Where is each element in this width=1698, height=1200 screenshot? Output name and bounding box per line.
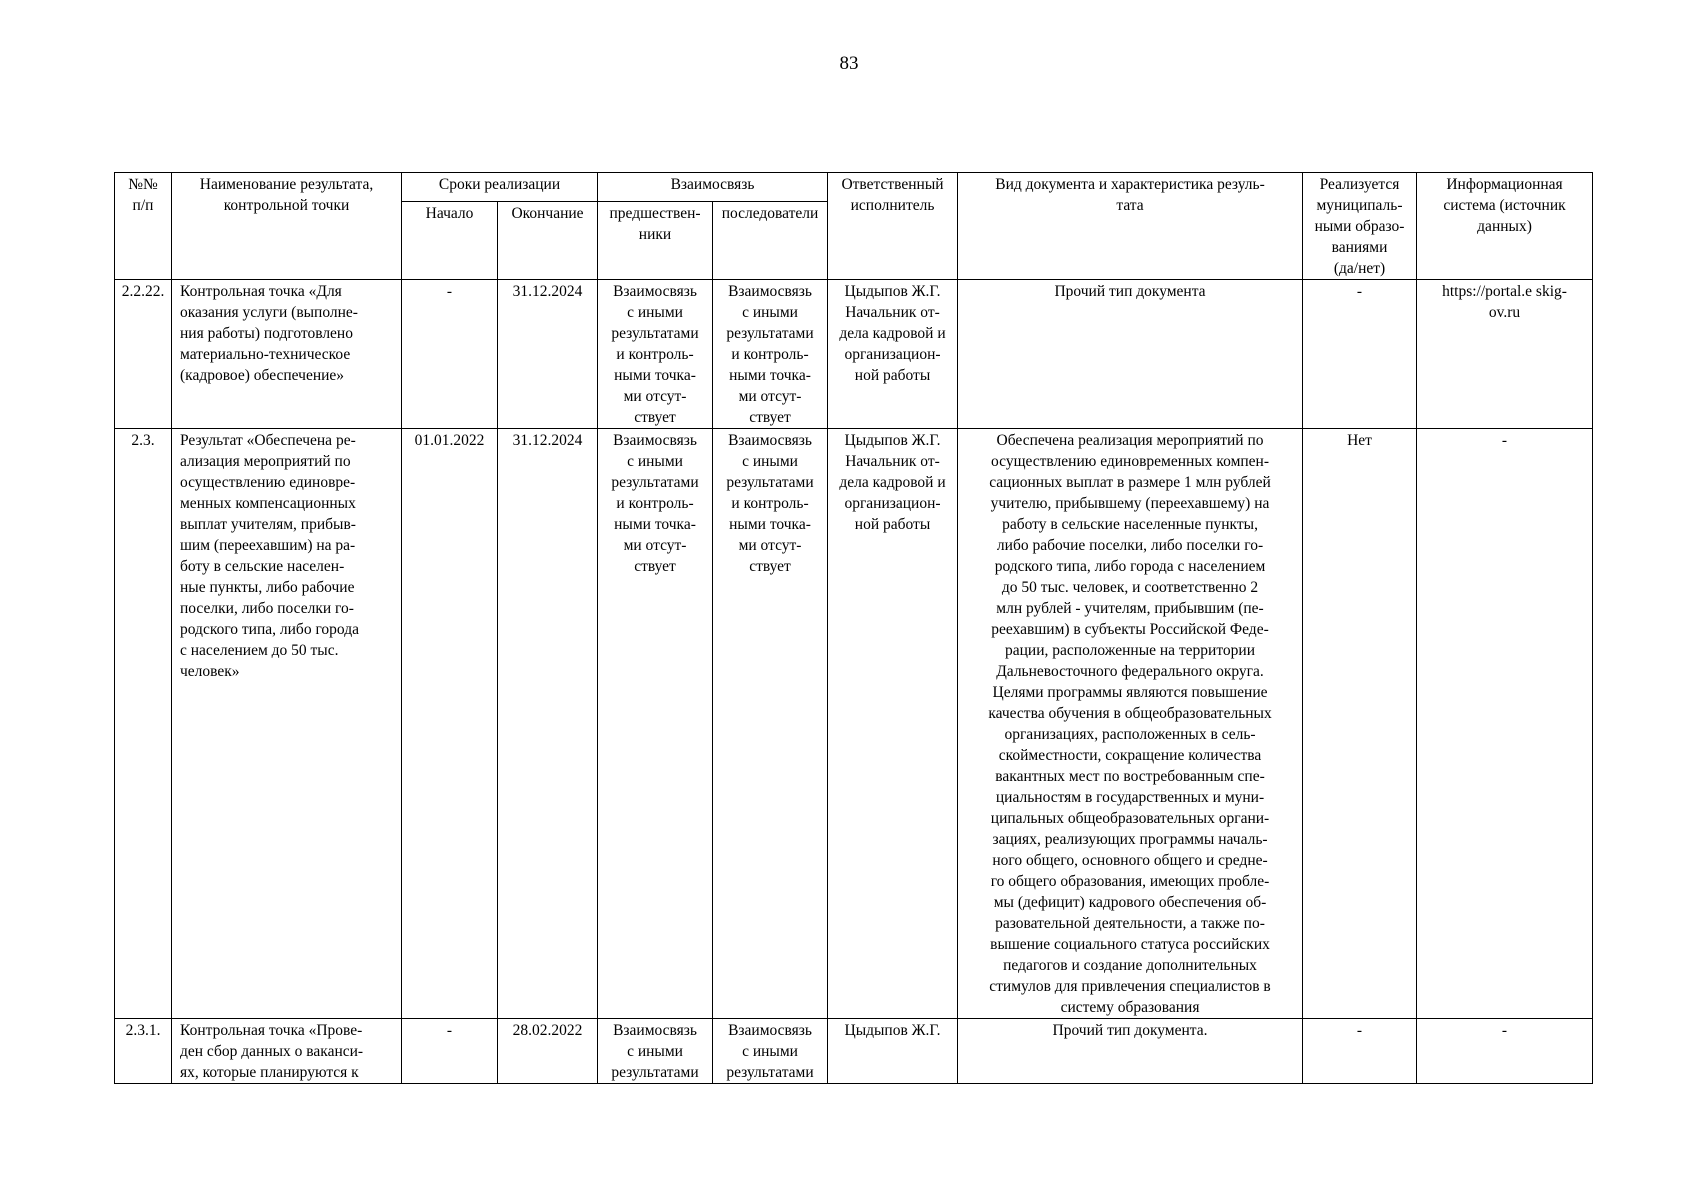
row-info-system: https://portal.e skig- ov.ru — [1417, 280, 1593, 429]
header-link: Взаимосвязь — [598, 173, 828, 202]
row-name: Результат «Обеспечена ре- ализация мероприятий по осуществлению единовре- менных компенсационных выплат учителям, прибыв- шим (переехавшим) на ра- боту в сельские населен- ные пункты, либо рабочие поселки, либо поселки го- родского типа, либо города с населением до 50 тыс. человек» — [172, 429, 402, 1019]
header-responsible: Ответственный исполнитель — [828, 173, 958, 280]
table-row — [115, 1019, 1593, 1084]
header-info-system: Информационная система (источник данных) — [1417, 173, 1593, 280]
header-end: Окончание — [498, 202, 598, 280]
row-predecessors: Взаимосвязь с иными результатами — [598, 1019, 713, 1084]
header-terms: Сроки реализации — [402, 173, 598, 202]
row-start: - — [402, 1019, 498, 1084]
row-name: Контрольная точка «Прове- ден сбор данных о ваканси- ях, которые планируются к — [172, 1019, 402, 1084]
row-successors: Взаимосвязь с иными результатами — [713, 1019, 828, 1084]
row-end: 28.02.2022 — [498, 1019, 598, 1084]
row-name: Контрольная точка «Для оказания услуги (выполне- ния работы) подготовлено материально-техническое (кадровое) обеспечение» — [172, 280, 402, 429]
row-end: 31.12.2024 — [498, 280, 598, 429]
table-row — [115, 280, 1593, 429]
row-end: 31.12.2024 — [498, 429, 598, 1019]
row-predecessors: Взаимосвязь с иными результатами и контроль- ными точка- ми отсут- ствует — [598, 280, 713, 429]
table-header-row — [115, 173, 1593, 202]
row-successors: Взаимосвязь с иными результатами и контроль- ными точка- ми отсут- ствует — [713, 429, 828, 1019]
row-predecessors: Взаимосвязь с иными результатами и контроль- ными точка- ми отсут- ствует — [598, 429, 713, 1019]
row-start: - — [402, 280, 498, 429]
row-info-system: - — [1417, 1019, 1593, 1084]
header-name: Наименование результата, контрольной точки — [172, 173, 402, 280]
row-municipal: - — [1303, 1019, 1417, 1084]
row-municipal: Нет — [1303, 429, 1417, 1019]
row-responsible: Цыдыпов Ж.Г. Начальник от- дела кадровой и организацион- ной работы — [828, 429, 958, 1019]
row-num: 2.3. — [115, 429, 172, 1019]
row-municipal: - — [1303, 280, 1417, 429]
header-municipal: Реализуется муниципаль- ными образо- ваниями (да/нет) — [1303, 173, 1417, 280]
row-document: Обеспечена реализация мероприятий по осуществлению единовременных компен- сационных выплат в размере 1 млн рублей учителю, прибывшему (переехавшему) на работу в сельские населенные пункты, либо рабочие поселки, либо поселки го- родского типа, либо города с населением до 50 тыс. человек, и соответственно 2 млн рублей - учителям, прибывшим (пе- реехавшим) в субъекты Российской Феде- рации, расположенные на территории Дальневосточного федерального округа. Целями программы являются повышение качества обучения в общеобразовательных организациях, расположенных в сель- скойместности, сокращение количества вакантных мест по востребованным спе- циальностям в государственных и муни- ципальных общеобразовательных органи- зациях, реализующих программы началь- ного общего, основного общего и средне- го общего образования, имеющих пробле- мы (дефицит) кадрового обеспечения об- разовательной деятельности, а также по- вышение социального статуса российских педагогов и создание дополнительных стимулов для привлечения специалистов в систему образования — [958, 429, 1303, 1019]
header-start: Начало — [402, 202, 498, 280]
row-num: 2.3.1. — [115, 1019, 172, 1084]
header-num: №№ п/п — [115, 173, 172, 280]
page-number: 83 — [839, 53, 859, 74]
row-responsible: Цыдыпов Ж.Г. Начальник от- дела кадровой и организацион- ной работы — [828, 280, 958, 429]
row-num: 2.2.22. — [115, 280, 172, 429]
table-row — [115, 429, 1593, 1019]
row-info-system: - — [1417, 429, 1593, 1019]
header-document: Вид документа и характеристика резуль- тата — [958, 173, 1303, 280]
plan-table — [114, 172, 1593, 1084]
header-successors: последователи — [713, 202, 828, 280]
row-responsible: Цыдыпов Ж.Г. — [828, 1019, 958, 1084]
row-document: Прочий тип документа. — [958, 1019, 1303, 1084]
row-document: Прочий тип документа — [958, 280, 1303, 429]
header-predecessors: предшествен- ники — [598, 202, 713, 280]
row-successors: Взаимосвязь с иными результатами и контроль- ными точка- ми отсут- ствует — [713, 280, 828, 429]
row-start: 01.01.2022 — [402, 429, 498, 1019]
